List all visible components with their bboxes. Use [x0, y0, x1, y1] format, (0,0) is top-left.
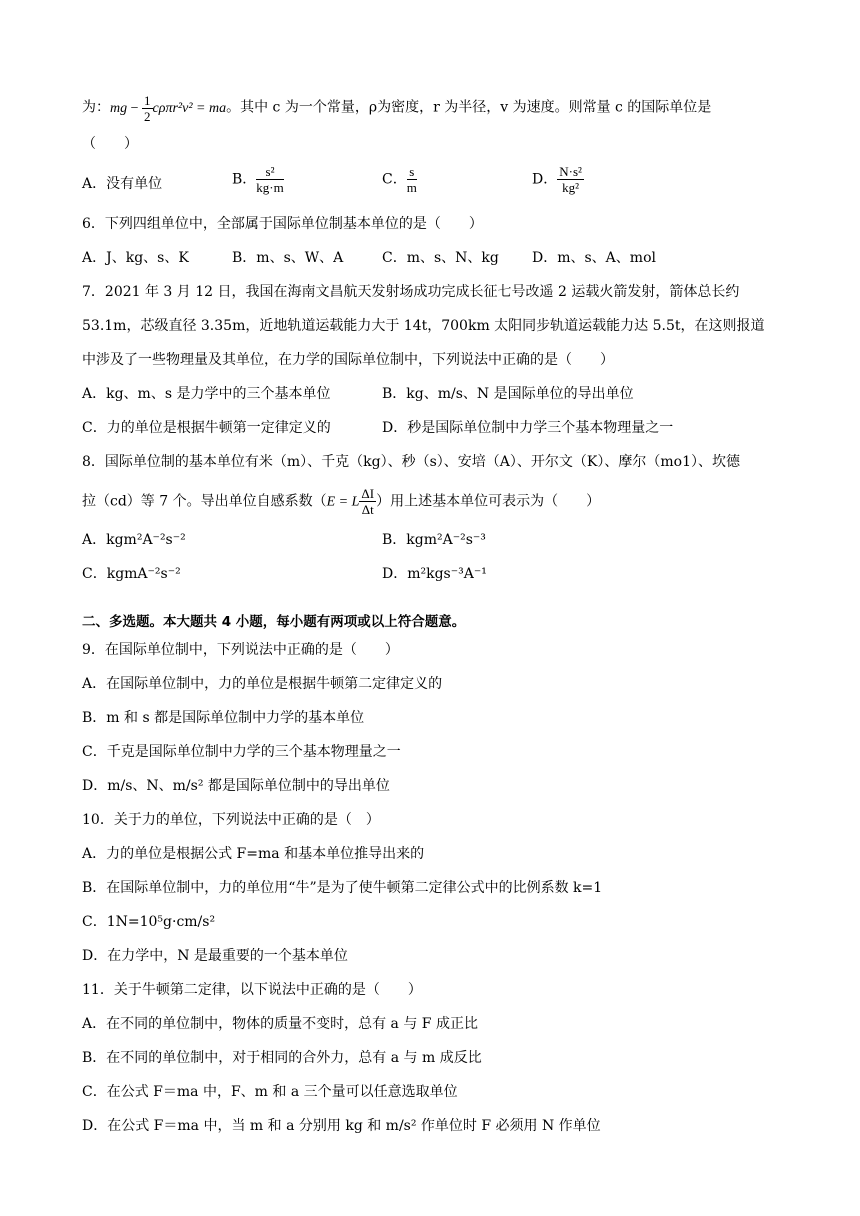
q5-eq-half-den: 2: [144, 109, 151, 124]
q5-option-b-label: B．: [232, 171, 257, 188]
q5-eq-half-num: 1: [144, 93, 151, 108]
q7-option-d: D．秒是国际单位制中力学三个基本物理量之一: [382, 420, 674, 436]
q11-option-d: D．在公式 F＝ma 中，当 m 和 a 分别用 kg 和 m/s² 作单位时 F 必须用 N 作单位: [82, 1118, 601, 1134]
q5-option-b-den: kg·m: [256, 180, 284, 195]
q5-stem-suffix: 。其中 c 为一个常量，ρ为密度，r 为半径，v 为速度。则常量 c 的国际单位是: [226, 99, 712, 116]
q6-option-a: A．J、kg、s、K: [82, 250, 189, 266]
q5-option-a: A．没有单位: [82, 176, 163, 192]
q9-option-b: B．m 和 s 都是国际单位制中力学的基本单位: [82, 710, 365, 726]
q7-option-a: A．kg、m、s 是力学中的三个基本单位: [82, 386, 331, 402]
q10-option-c: C．1N=10⁵g·cm/s²: [82, 914, 216, 930]
q6-stem: 6．下列四组单位中，全部属于国际单位制基本单位的是（ ）: [82, 216, 483, 232]
q7-stem-line1: 7．2021 年 3 月 12 日，我国在海南文昌航天发射场成功完成长征七号改遥 2 运载火箭发射，箭体总长约: [82, 284, 740, 300]
q5-option-d-label: D．: [532, 171, 558, 188]
q5-option-b: [232, 164, 284, 195]
q9-option-c: C．千克是国际单位制中力学的三个基本物理量之一: [82, 744, 401, 760]
q5-eq-half: [142, 93, 153, 124]
q8-option-a: A．kgm²A⁻²s⁻²: [82, 532, 186, 548]
q5-option-c-num: s: [407, 164, 417, 180]
q5-option-b-num: s²: [256, 164, 283, 180]
q9-stem: 9．在国际单位制中，下列说法中正确的是（ ）: [82, 642, 399, 658]
q10-option-a: A．力的单位是根据公式 F=ma 和基本单位推导出来的: [82, 846, 425, 862]
q5-eq-minus: −: [127, 100, 143, 116]
q7-stem-line2: 53.1m，芯级直径 3.35m，近地轨道运载能力大于 14t，700km 太阳同步轨道运载能力达 5.5t，在这则报道: [82, 318, 765, 334]
q5-option-d-den: kg²: [562, 180, 580, 195]
q6-option-b: B．m、s、W、A: [232, 250, 344, 266]
q10-option-d: D．在力学中，N 是最重要的一个基本单位: [82, 948, 348, 964]
q5-option-b-fraction: [256, 164, 283, 195]
q9-option-d: D．m/s、N、m/s² 都是国际单位制中的导出单位: [82, 778, 390, 794]
q6-option-d: D．m、s、A、mol: [532, 250, 656, 266]
section-heading-multiple-choice: 二、多选题。本大题共 4 小题，每小题有两项或以上符合题意。: [82, 614, 466, 630]
q5-option-c: [382, 164, 417, 195]
q5-option-c-fraction: [407, 164, 417, 195]
q5-stem: [82, 93, 711, 124]
q5-option-d-fraction: [557, 164, 584, 195]
q8-option-b: B．kgm²A⁻²s⁻³: [382, 532, 486, 548]
q11-stem: 11．关于牛顿第二定律，以下说法中正确的是（ ）: [82, 982, 422, 998]
q5-option-c-label: C．: [382, 171, 407, 188]
q5-option-d-num: N·s²: [559, 164, 582, 179]
q8-option-d: D．m²kgs⁻³A⁻¹: [382, 566, 487, 582]
q7-option-b: B．kg、m/s、N 是国际单位的导出单位: [382, 386, 634, 402]
q10-option-b: B．在国际单位制中，力的单位用“牛”是为了使牛顿第二定律公式中的比例系数 k=1: [82, 880, 603, 896]
q8-eq-fraction: [359, 486, 376, 517]
q11-option-b: B．在不同的单位制中，对于相同的合外力，总有 a 与 m 成反比: [82, 1050, 482, 1066]
q8-stem-line2: [82, 486, 600, 517]
q7-stem-line3: 中涉及了一些物理量及其单位，在力学的国际单位制中，下列说法中正确的是（ ）: [82, 352, 614, 368]
q8-eq-left: E = L: [326, 494, 360, 510]
q5-paren: （ ）: [82, 136, 138, 152]
q11-option-c: C．在公式 F＝ma 中，F、m 和 a 三个量可以任意选取单位: [82, 1084, 458, 1100]
q10-stem: 10．关于力的单位，下列说法中正确的是（ ）: [82, 812, 380, 828]
q8-option-c: C．kgmA⁻²s⁻²: [82, 566, 181, 582]
q7-option-c: C．力的单位是根据牛顿第一定律定义的: [82, 420, 331, 436]
q8-stem-suffix: ）用上述基本单位可表示为（ ）: [376, 493, 601, 510]
q9-option-a: A．在国际单位制中，力的单位是根据牛顿第二定律定义的: [82, 676, 443, 692]
q5-eq-mg: mg: [110, 100, 128, 116]
q8-stem-prefix: 拉（cd）等 7 个。导出单位自感系数（: [82, 493, 327, 510]
q6-option-c: C．m、s、N、kg: [382, 250, 499, 266]
q5-option-d: [532, 164, 584, 195]
q5-eq-body: cρπr²v² = ma: [152, 100, 227, 116]
q8-eq-frac-num: ΔI: [361, 486, 375, 501]
q5-stem-prefix: 为：: [82, 99, 110, 116]
q8-eq-frac-den: Δt: [361, 502, 374, 517]
q8-stem-line1: 8．国际单位制的基本单位有米（m）、千克（kg）、秒（s）、安培（A）、开尔文（K）、摩尔（mo1）、坎德: [82, 454, 740, 470]
q5-equation: [110, 93, 227, 124]
q5-option-c-den: m: [406, 180, 417, 195]
q11-option-a: A．在不同的单位制中，物体的质量不变时，总有 a 与 F 成正比: [82, 1016, 478, 1032]
